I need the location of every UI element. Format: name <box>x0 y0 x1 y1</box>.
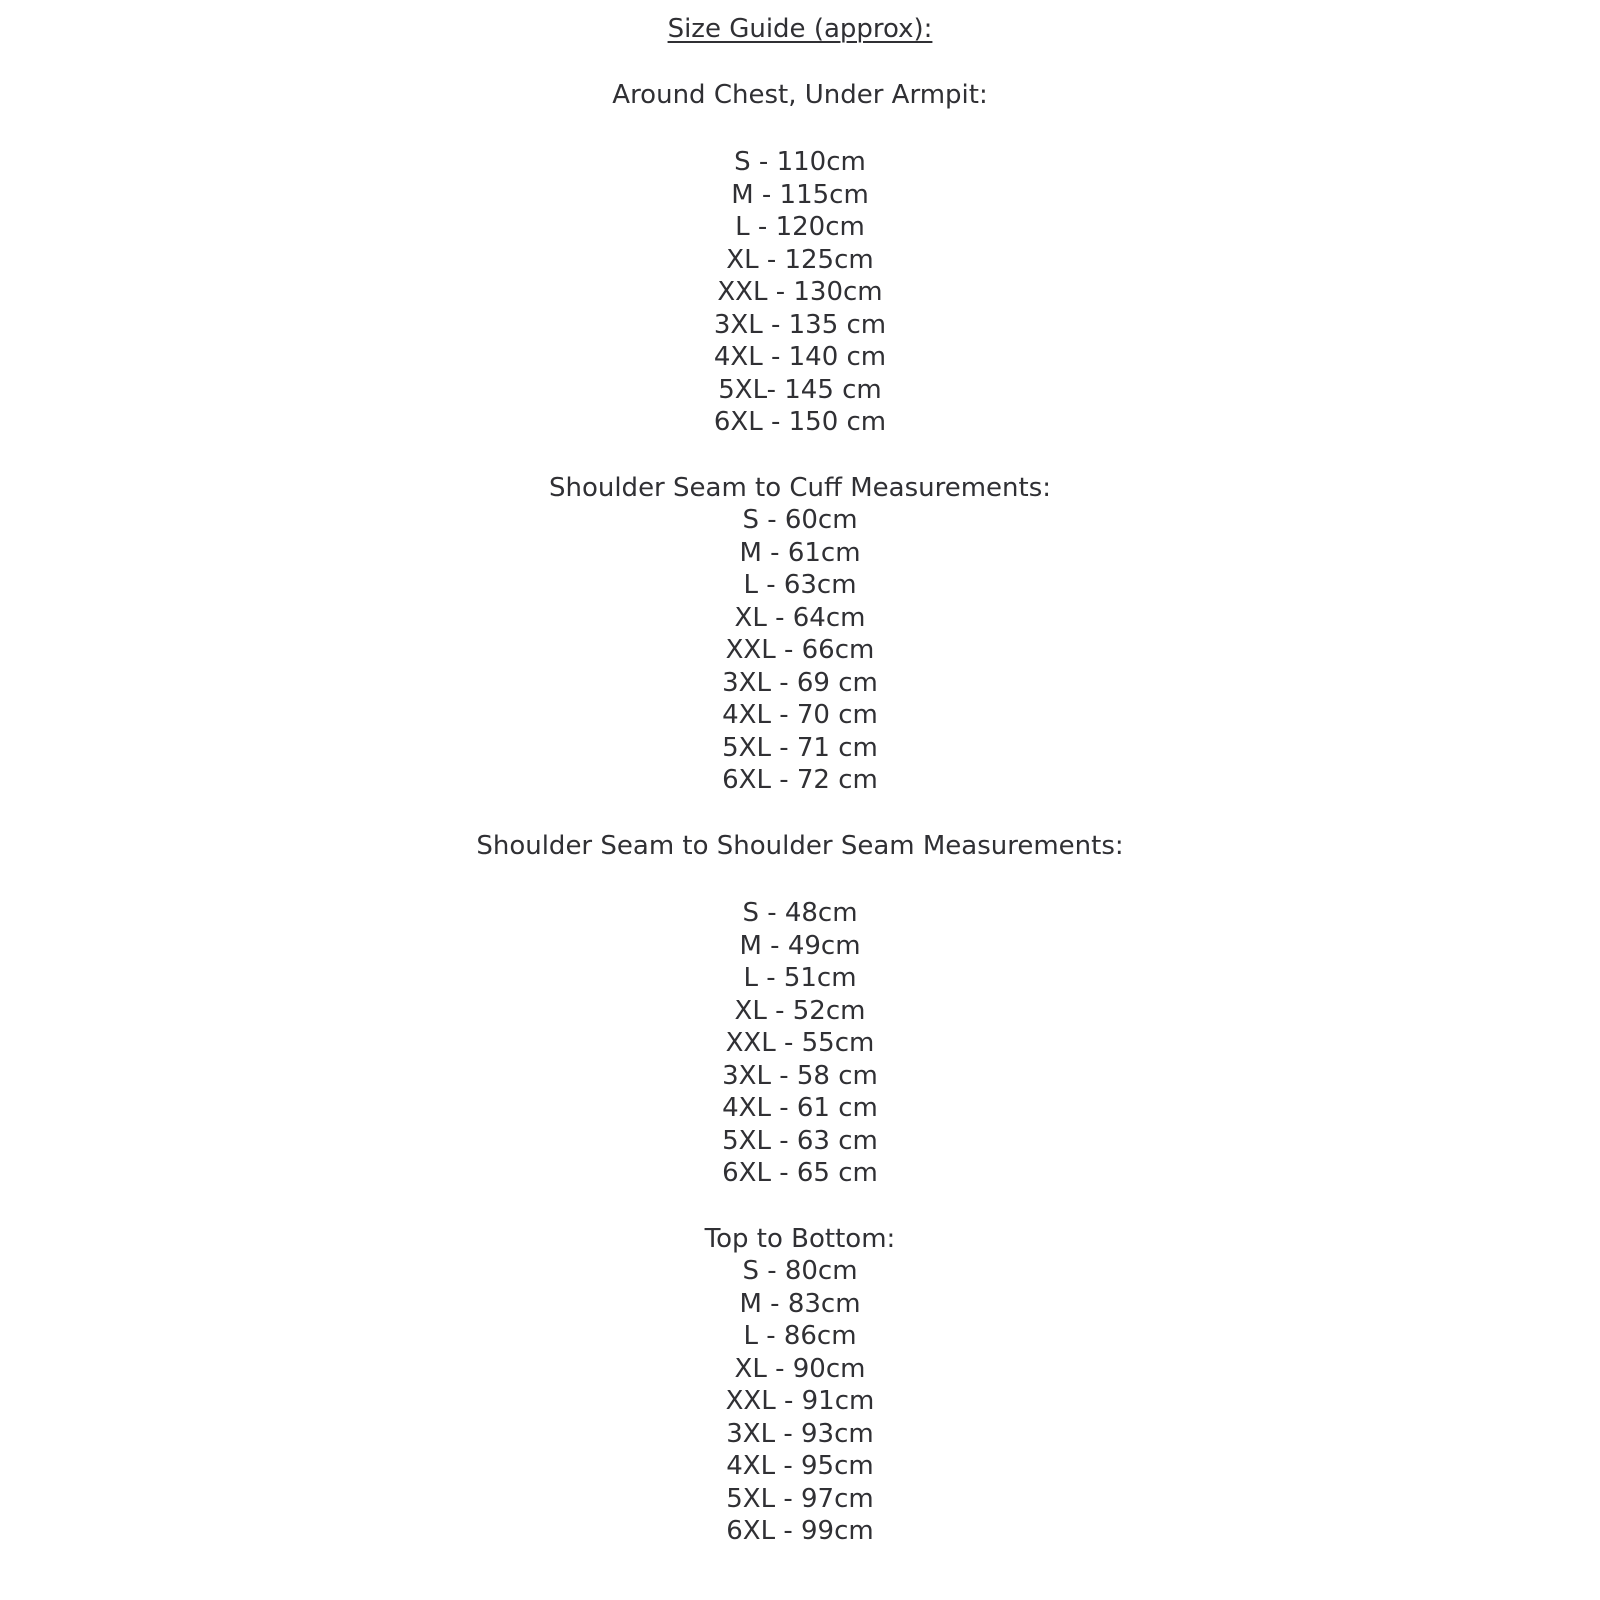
size-row: 4XL - 140 cm <box>713 342 887 372</box>
size-row: 5XL- 145 cm <box>718 374 882 405</box>
size-row: XL - 64cm <box>734 602 866 633</box>
size-row: XL - 125cm <box>726 244 874 275</box>
section-shoulder-to-cuff <box>48 472 1552 797</box>
size-row: 6XL - 150 cm <box>713 407 887 437</box>
size-row: 4XL - 70 cm <box>722 700 878 730</box>
size-row: 6XL - 65 cm <box>722 1158 878 1188</box>
section-heading: Shoulder Seam to Shoulder Seam Measurements: <box>476 830 1124 861</box>
size-row: 3XL - 69 cm <box>722 667 878 698</box>
size-row: 3XL - 93cm <box>726 1418 874 1449</box>
size-row: L - 51cm <box>743 963 857 993</box>
size-row: 4XL - 95cm <box>726 1451 874 1481</box>
size-row: 3XL - 135 cm <box>713 309 887 340</box>
size-row: 6XL - 72 cm <box>722 765 878 795</box>
size-row: L - 63cm <box>743 570 857 600</box>
section-heading: Top to Bottom: <box>704 1223 896 1254</box>
section-heading: Around Chest, Under Armpit: <box>612 79 988 110</box>
page-title-text: Size Guide (approx): <box>667 14 933 44</box>
size-row: S - 110cm <box>734 147 866 177</box>
section-heading: Shoulder Seam to Cuff Measurements: <box>548 472 1052 503</box>
size-row: XXL - 130cm <box>717 277 883 307</box>
size-row: 4XL - 61 cm <box>722 1093 878 1123</box>
size-row: 3XL - 58 cm <box>722 1060 878 1091</box>
size-row: 5XL - 97cm <box>726 1483 874 1514</box>
page-title <box>48 13 1552 46</box>
size-row: 5XL - 71 cm <box>722 732 878 763</box>
size-row: S - 80cm <box>742 1256 858 1286</box>
size-row: L - 86cm <box>743 1321 857 1351</box>
size-row: XXL - 66cm <box>725 635 875 665</box>
size-row: XL - 90cm <box>734 1353 866 1384</box>
size-row: XXL - 91cm <box>725 1386 875 1416</box>
section-around-chest <box>48 79 1552 439</box>
size-row: M - 61cm <box>739 537 861 568</box>
size-row: L - 120cm <box>735 212 865 242</box>
section-top-to-bottom <box>48 1223 1552 1548</box>
section-shoulder-to-shoulder <box>48 830 1552 1190</box>
size-row: S - 48cm <box>742 898 858 928</box>
size-row: M - 115cm <box>731 179 869 210</box>
size-row: 6XL - 99cm <box>726 1516 874 1546</box>
size-row: S - 60cm <box>742 505 858 535</box>
size-row: XXL - 55cm <box>725 1028 875 1058</box>
size-row: M - 49cm <box>739 930 861 961</box>
size-row: XL - 52cm <box>734 995 866 1026</box>
size-row: 5XL - 63 cm <box>722 1125 878 1156</box>
size-guide-document <box>48 0 1552 1548</box>
size-row: M - 83cm <box>739 1288 861 1319</box>
